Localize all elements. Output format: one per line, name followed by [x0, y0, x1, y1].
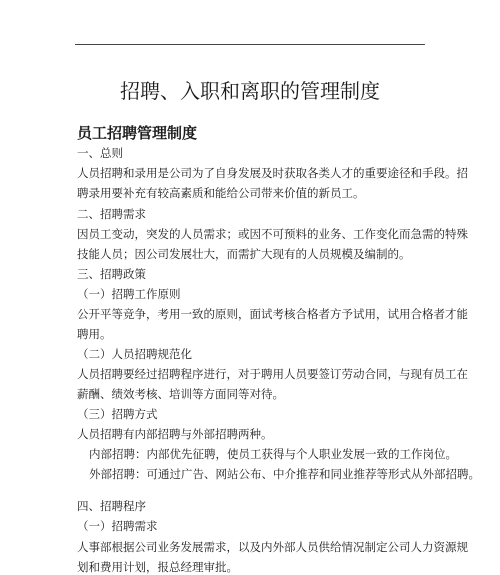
- paragraph-line-indented: 内部招聘：内部优先征聘，使员工获得与个人职业发展一致的工作岗位。: [89, 447, 457, 461]
- subheading-demand: （一）招聘需求: [77, 519, 158, 533]
- paragraph-line: 技能人员；因公司发展壮大，而需扩大现有的人员规模及编制的。: [77, 247, 411, 261]
- paragraph-line: 人员招聘有内部招聘与外部招聘两种。: [77, 427, 273, 441]
- heading-procedure: 四、招聘程序: [77, 499, 146, 513]
- paragraph-line-indented: 外部招聘：可通过广告、网站公布、中介推荐和同业推荐等形式从外部招聘。: [89, 467, 480, 481]
- section-title: 员工招聘管理制度: [77, 124, 198, 142]
- paragraph-line: 人员招聘要经过招聘程序进行，对于聘用人员要签订劳动合同，与现有员工在: [77, 367, 468, 381]
- heading-general: 一、总则: [77, 146, 123, 160]
- paragraph-line: 人员招聘和录用是公司为了自身发展及时获取各类人才的重要途径和手段。招: [77, 166, 468, 180]
- heading-demand: 二、招聘需求: [77, 207, 146, 221]
- paragraph-line: 人事部根据公司业务发展需求，以及内外部人员供给情况制定公司人力资源规: [77, 540, 468, 554]
- page-title: 招聘、入职和离职的管理制度: [120, 79, 380, 103]
- subheading-method: （三）招聘方式: [77, 407, 158, 421]
- subheading-standardization: （二）人员招聘规范化: [77, 347, 192, 361]
- paragraph-line: 聘用。: [77, 327, 112, 341]
- paragraph-line: 因员工变动，突发的人员需求；或因不可预料的业务、工作变化而急需的特殊: [77, 227, 468, 241]
- paragraph-line: 公开平等竞争，考用一致的原则，面试考核合格者方予试用，试用合格者才能: [77, 307, 468, 321]
- paragraph-line: 薪酬、绩效考核、培训等方面同等对待。: [77, 387, 284, 401]
- paragraph-line: 划和费用计划，报总经理审批。: [77, 560, 238, 574]
- header-rule: [75, 44, 425, 45]
- paragraph-line: 聘录用要补充有较高素质和能给公司带来价值的新员工。: [77, 186, 365, 200]
- subheading-principle: （一）招聘工作原则: [77, 287, 181, 301]
- heading-policy: 三、招聘政策: [77, 267, 146, 281]
